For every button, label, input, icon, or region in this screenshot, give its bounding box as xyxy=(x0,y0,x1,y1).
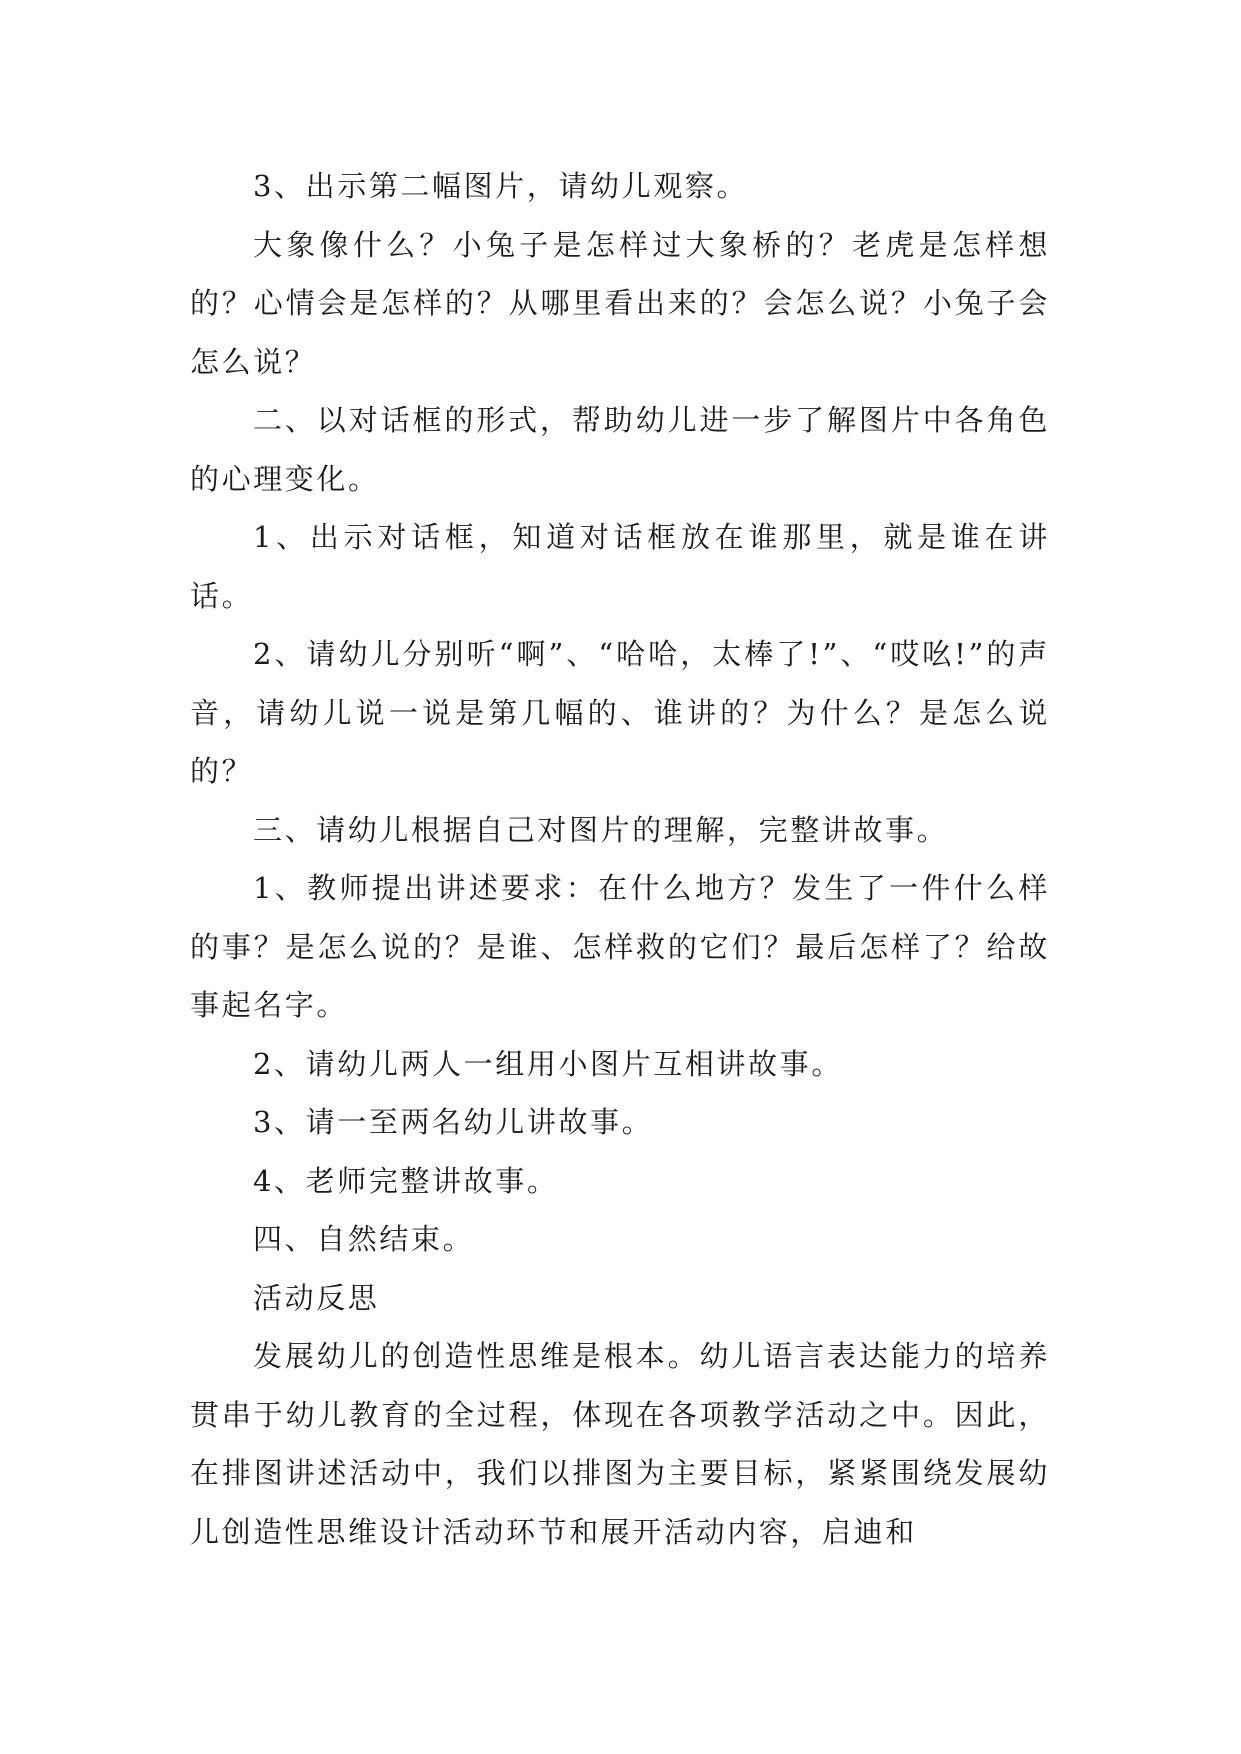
paragraph-dialog-2: 2、请幼儿分别听“啊”、“哈哈，太棒了!”、“哎吆!”的声音，请幼儿说一说是第几幅的、谁讲的？为什么？是怎么说的？ xyxy=(190,637,1050,788)
paragraph-dialog-1: 1、出示对话框，知道对话框放在谁那里，就是谁在讲话。 xyxy=(190,520,1050,613)
paragraph-story-3: 3、请一至两名幼儿讲故事。 xyxy=(253,1105,654,1139)
paragraph-section-2: 二、以对话框的形式，帮助幼儿进一步了解图片中各角色的心理变化。 xyxy=(190,403,1050,496)
heading-reflection: 活动反思 xyxy=(253,1280,380,1315)
document-body xyxy=(190,157,1050,1561)
paragraph-step-3: 3、出示第二幅图片，请幼儿观察。 xyxy=(253,169,749,203)
paragraph-section-3: 三、请幼儿根据自己对图片的理解，完整讲故事。 xyxy=(253,812,949,847)
paragraph-story-2: 2、请幼儿两人一组用小图片互相讲故事。 xyxy=(253,1046,843,1081)
paragraph-story-4: 4、老师完整讲故事。 xyxy=(253,1163,559,1198)
paragraph-reflection: 发展幼儿的创造性思维是根本。幼儿语言表达能力的培养贯串于幼儿教育的全过程，体现在各项教学活动之中。因此，在排图讲述活动中，我们以排图为主要目标，紧紧围绕发展幼儿创造性思维设计活动环节和展开活动内容，启迪和 xyxy=(190,1339,1050,1549)
paragraph-section-4: 四、自然结束。 xyxy=(253,1222,475,1256)
paragraph-questions: 大象像什么？小兔子是怎样过大象桥的？老虎是怎样想的？心情会是怎样的？从哪里看出来的？会怎么说？小兔子会怎么说？ xyxy=(190,227,1050,379)
paragraph-story-1: 1、教师提出讲述要求：在什么地方？发生了一件什么样的事？是怎么说的？是谁、怎样救的它们？最后怎样了？给故事起名字。 xyxy=(190,871,1050,1022)
